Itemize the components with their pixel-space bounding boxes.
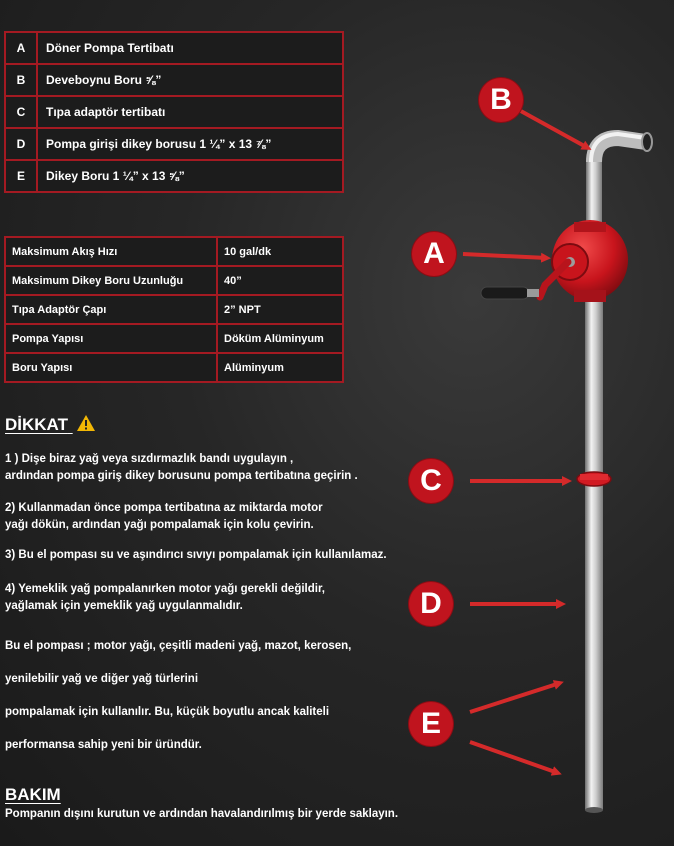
main-pipe (585, 290, 603, 810)
warning-line: yağlamak için yemeklik yağ uygulanmalıdır. (5, 600, 243, 612)
parts-letter: E (5, 160, 37, 192)
parts-letter: C (5, 96, 37, 128)
warning-line: 1 ) Dişe biraz yağ veya sızdırmazlık bandı uygulayın , (5, 453, 294, 465)
parts-label: Deveboynu Boru ⅝” (37, 64, 343, 96)
spec-value: 2” NPT (217, 295, 343, 324)
arrow-e-upper (470, 683, 560, 712)
gooseneck-pipe (594, 138, 646, 162)
spec-label: Maksimum Dikey Boru Uzunluğu (5, 266, 217, 295)
warning-line: 2) Kullanmadan önce pompa tertibatına az miktarda motor (5, 502, 323, 514)
description-line-2: yenilebilir yağ ve diğer yağ türlerini (5, 673, 199, 685)
spec-value: 10 gal/dk (217, 237, 343, 266)
crank-handle (481, 287, 529, 299)
callout-c: C (409, 459, 453, 503)
spec-label: Tıpa Adaptör Çapı (5, 295, 217, 324)
warning-title: DİKKAT (5, 415, 68, 434)
parts-label: Pompa girişi dikey borusu 1 ¼” x 13 ⅞” (37, 128, 343, 160)
description-line-3: pompalamak için kullanılır. Bu, küçük boyutlu ancak kaliteli (5, 706, 330, 718)
callout-b: B (479, 78, 523, 122)
warning-line: yağı dökün, ardından yağı pompalamak için kolu çevirin. (5, 519, 314, 531)
parts-label: Döner Pompa Tertibatı (37, 32, 343, 64)
spec-label: Maksimum Akış Hızı (5, 237, 217, 266)
warning-line: ardından pompa giriş dikey borusunu pompa tertibatına geçirin . (5, 470, 358, 482)
callout-d: D (409, 582, 453, 626)
parts-label: Tıpa adaptör tertibatı (37, 96, 343, 128)
gooseneck-outlet (642, 133, 652, 151)
spec-value: Döküm Alüminyum (217, 324, 343, 353)
maintenance-text: Pompanın dışını kurutun ve ardından havalandırılmış bir yerde saklayın. (5, 808, 399, 820)
spec-value: Alüminyum (217, 353, 343, 382)
spec-value: 40” (217, 266, 343, 295)
parts-letter: D (5, 128, 37, 160)
warning-line: 3) Bu el pompası su ve aşındırıcı sıvıyı pompalamak için kullanılamaz. (5, 549, 387, 561)
callout-e: E (409, 702, 453, 746)
maintenance-title: BAKIM (5, 785, 61, 804)
arrow-e-lower (470, 742, 558, 773)
parts-label: Dikey Boru 1 ¼” x 13 ⅝” (37, 160, 343, 192)
parts-letter: A (5, 32, 37, 64)
warning-line: 4) Yemeklik yağ pompalanırken motor yağı gerekli değildir, (5, 583, 325, 595)
spec-label: Boru Yapısı (5, 353, 217, 382)
parts-letter: B (5, 64, 37, 96)
callout-a: A (412, 232, 456, 276)
description-line-1: Bu el pompası ; motor yağı, çeşitli madeni yağ, mazot, kerosen, (5, 640, 352, 652)
description-line-4: performansa sahip yeni bir üründür. (5, 739, 202, 751)
arrow-b (519, 110, 588, 148)
spec-label: Pompa Yapısı (5, 324, 217, 353)
arrow-a (463, 254, 547, 258)
